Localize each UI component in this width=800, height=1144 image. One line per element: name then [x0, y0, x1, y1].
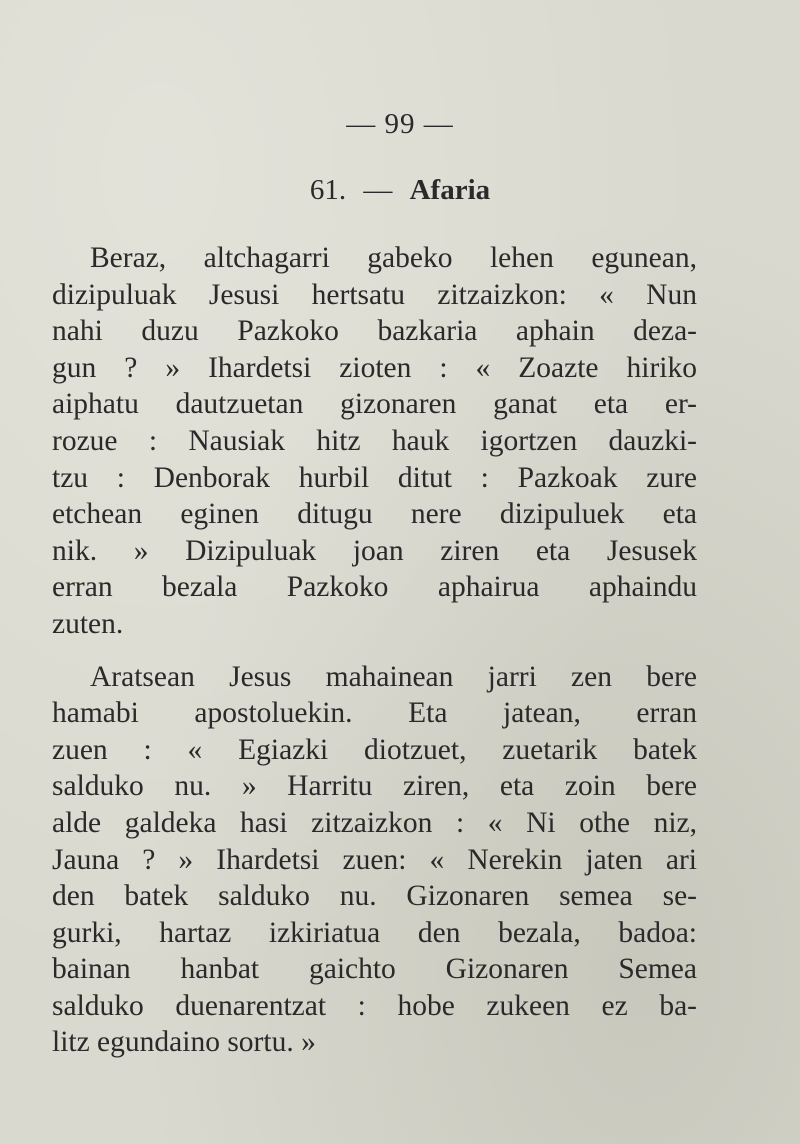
text-line: den batek salduko nu. Gizonaren semea se-	[52, 880, 697, 913]
text-line: zuten.	[52, 607, 124, 640]
section-number: 61.	[309, 174, 347, 206]
text-line: gun ? » Ihardetsi zioten : « Zoazte hiriko	[52, 351, 697, 384]
text-line: tzu : Denborak hurbil ditut : Pazkoak zure	[52, 461, 697, 494]
text-line: dizipuluak Jesusi hertsatu zitzaizkon: « Nun	[52, 278, 697, 311]
text-line: etchean eginen ditugu nere dizipuluek eta	[52, 498, 697, 531]
text-line: nahi duzu Pazkoko bazkaria aphain deza-	[52, 315, 697, 348]
text-line: salduko nu. » Harritu ziren, eta zoin bere	[52, 770, 697, 803]
page-number: — 99 —	[346, 108, 454, 140]
paragraph	[52, 659, 697, 1062]
body-text	[52, 240, 697, 1061]
text-line: litz egundaino sortu. »	[52, 1026, 316, 1059]
section-title: Afaria	[409, 174, 491, 206]
text-line: Jauna ? » Ihardetsi zuen: « Nerekin jaten ari	[52, 843, 697, 876]
section-dash: —	[363, 174, 393, 206]
text-line: gurki, hartaz izkiriatua den bezala, badoa:	[52, 916, 697, 949]
text-line: nik. » Dizipuluak joan ziren eta Jesusek	[52, 534, 697, 567]
paragraph	[52, 240, 697, 643]
text-line: bainan hanbat gaichto Gizonaren Semea	[52, 953, 697, 986]
text-line: rozue : Nausiak hitz hauk igortzen dauzki-	[52, 424, 697, 457]
text-line: salduko duenarentzat : hobe zukeen ez ba-	[52, 989, 697, 1022]
text-line: alde galdeka hasi zitzaizkon : « Ni othe niz,	[52, 806, 697, 839]
text-line: aiphatu dautzuetan gizonaren ganat eta er-	[52, 388, 697, 421]
text-line: zuen : « Egiazki diotzuet, zuetarik batek	[52, 733, 697, 766]
text-line: erran bezala Pazkoko aphairua aphaindu	[52, 571, 697, 604]
section-heading	[0, 174, 800, 207]
text-line: Aratsean Jesus mahainean jarri zen bere	[90, 660, 697, 693]
text-line: hamabi apostoluekin. Eta jatean, erran	[52, 697, 697, 730]
text-line: Beraz, altchagarri gabeko lehen egunean,	[90, 242, 697, 274]
